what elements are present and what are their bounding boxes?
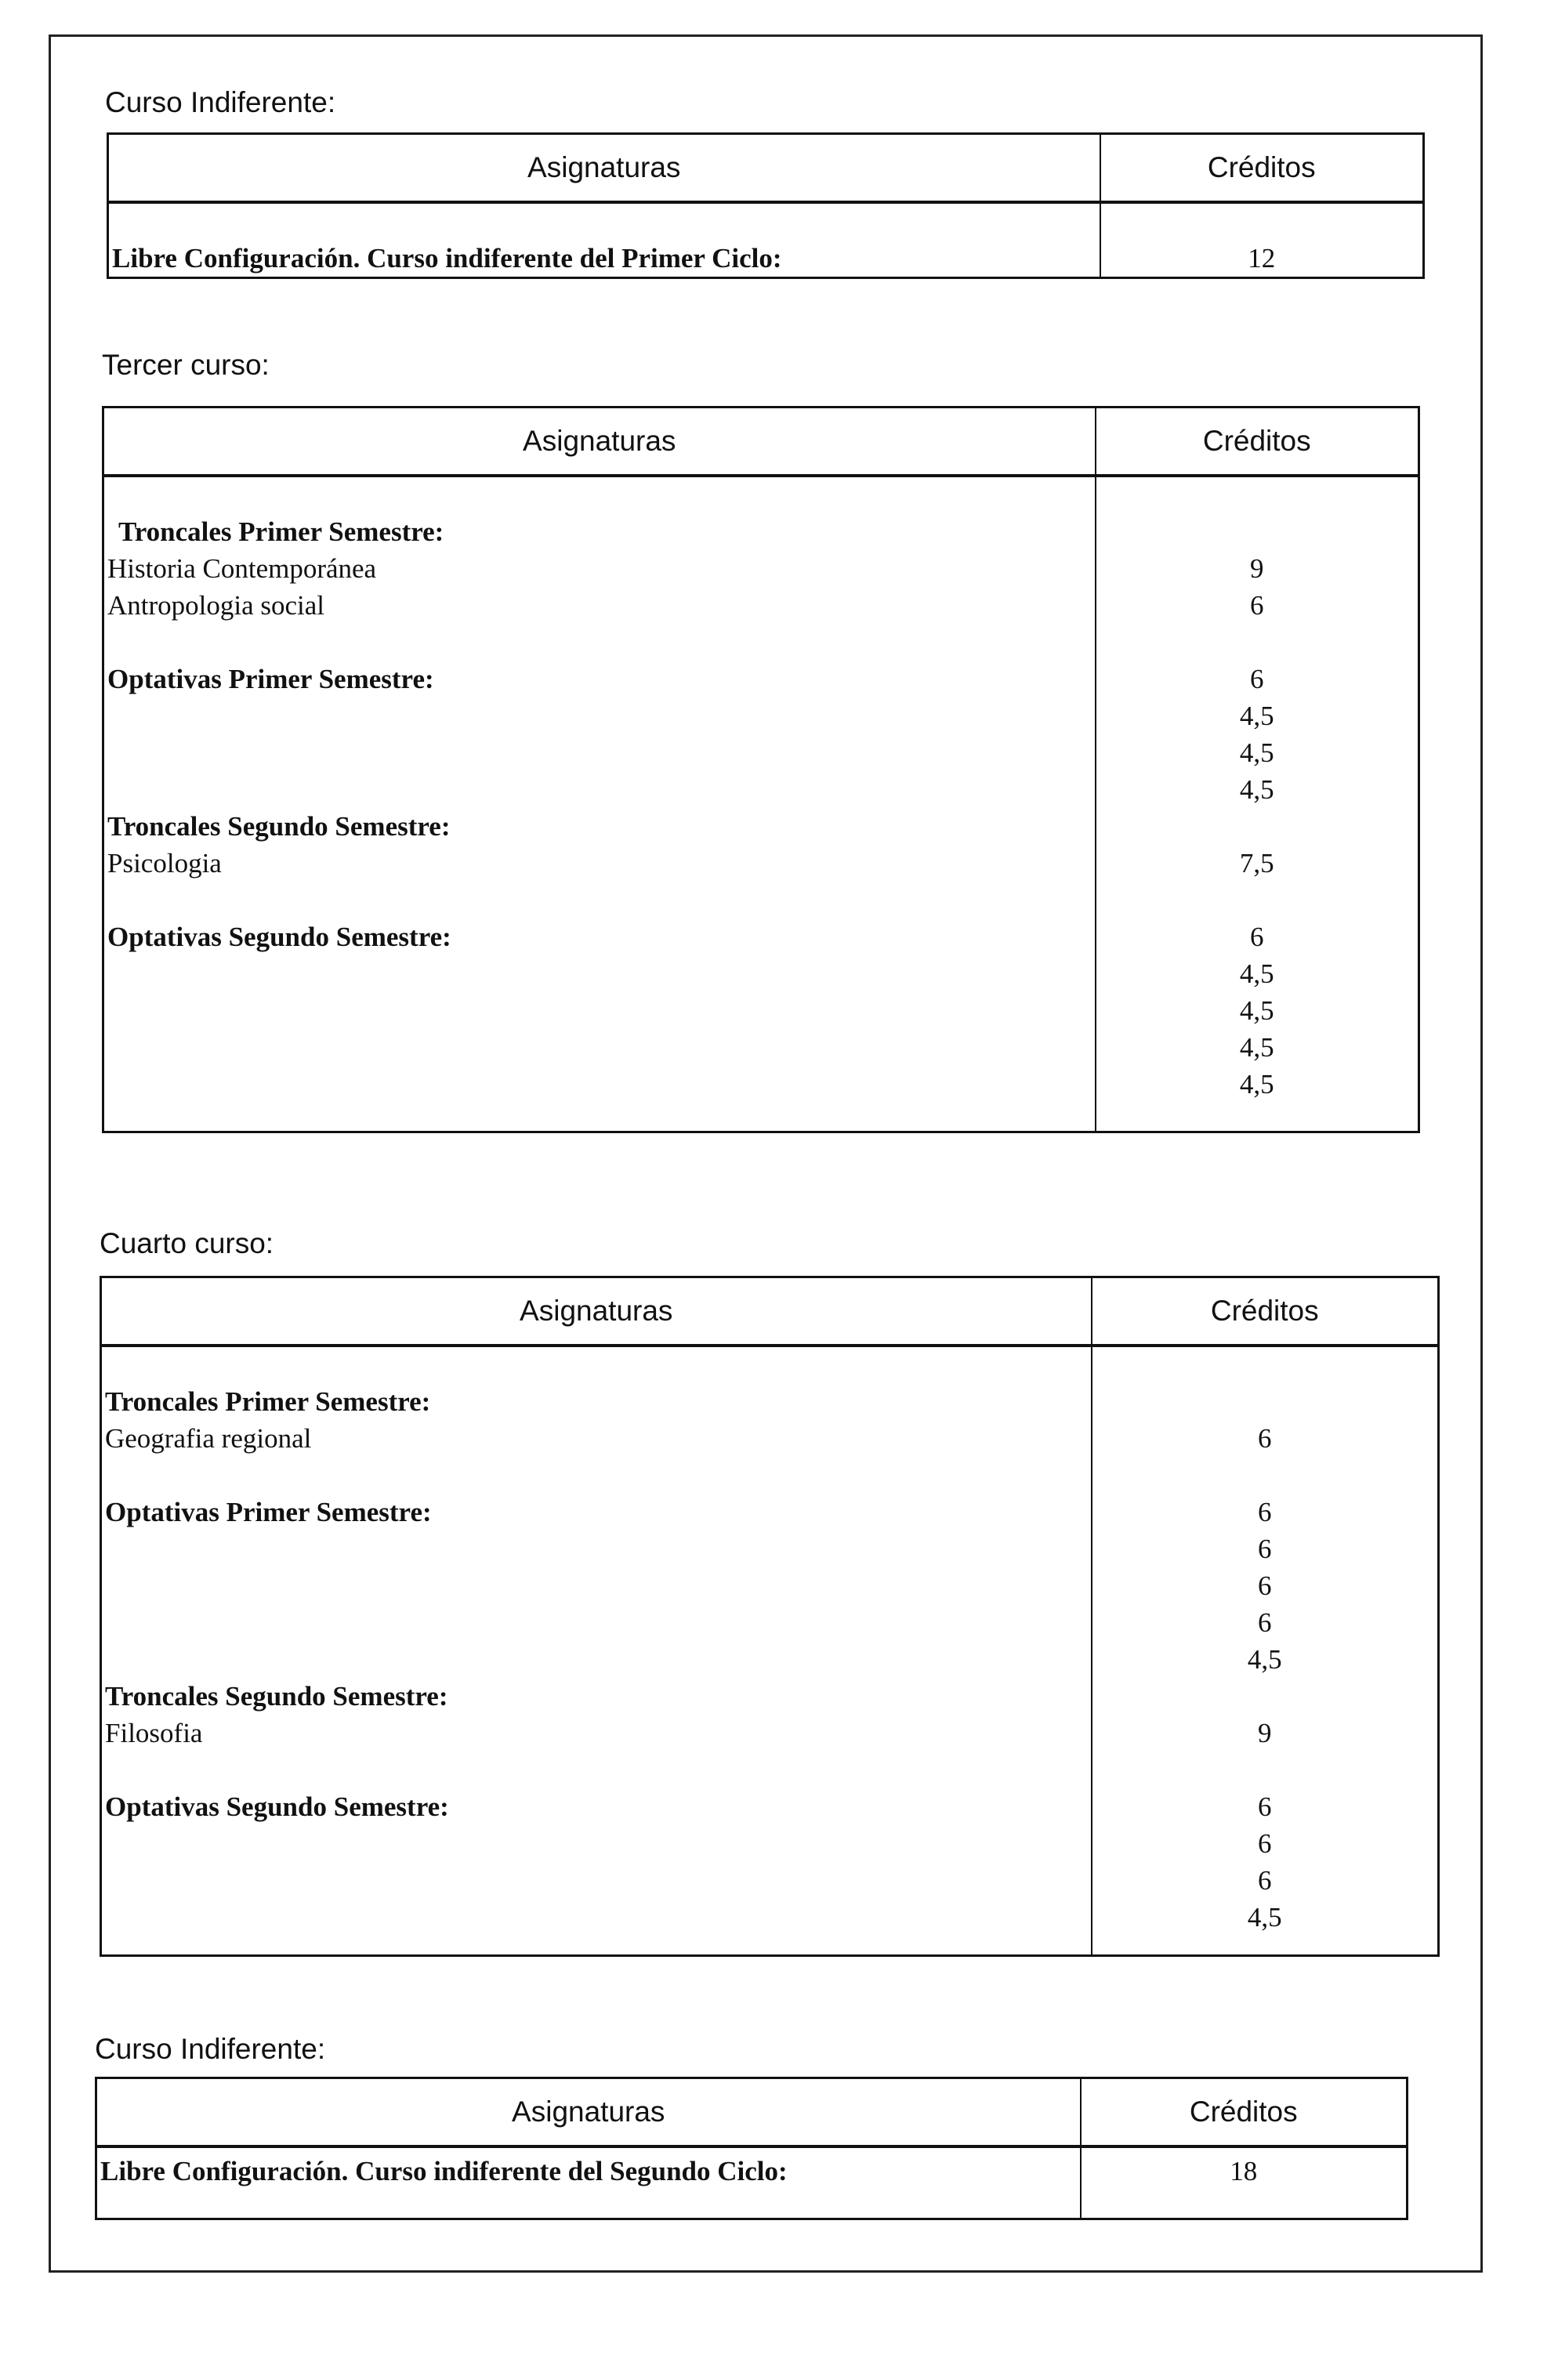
credit-value: 6	[1250, 922, 1264, 952]
credit-value	[1092, 1751, 1438, 1788]
subjects-cell	[101, 1346, 1092, 1956]
credits-cell	[1100, 202, 1424, 278]
credit-value: 4,5	[1247, 1902, 1282, 1933]
credits-cell	[1081, 2146, 1408, 2219]
subject-line: Historia Contemporánea	[107, 553, 377, 584]
spacer-line	[107, 882, 1095, 918]
subjects-cell	[96, 2146, 1081, 2219]
credit-value: 18	[1230, 2156, 1258, 2186]
credit-value: 6	[1258, 1423, 1272, 1454]
spacer-line	[105, 1457, 1091, 1494]
subject-line	[107, 955, 1095, 992]
credit-value	[1096, 624, 1419, 661]
credit-value: 4,5	[1239, 701, 1274, 731]
credit-value: 6	[1250, 590, 1264, 621]
section-caption: Tercer curso:	[102, 349, 270, 381]
subject-line: Troncales Primer Semestre:	[105, 1386, 431, 1417]
subject-line: Troncales Primer Semestre:	[118, 516, 444, 547]
subject-line: Optativas Primer Semestre:	[107, 664, 434, 694]
subject-line: Libre Configuración. Curso indiferente del Primer Ciclo:	[112, 243, 782, 274]
subjects-cell	[103, 476, 1096, 1132]
subject-line: Optativas Segundo Semestre:	[107, 922, 451, 952]
credit-value: 6	[1258, 1865, 1272, 1896]
credit-value: 4,5	[1247, 1644, 1282, 1675]
subject-line	[105, 1531, 1091, 1567]
header-asignaturas: Asignaturas	[101, 1277, 1092, 1346]
credit-value	[1092, 1383, 1438, 1420]
credits-cell	[1096, 476, 1419, 1132]
credits-table	[107, 132, 1425, 279]
credit-value: 9	[1258, 1718, 1272, 1748]
subject-line	[105, 1825, 1091, 1862]
header-creditos: Créditos	[1096, 408, 1419, 476]
credit-value	[1092, 1457, 1438, 1494]
subject-line: Troncales Segundo Semestre:	[105, 1681, 448, 1712]
subject-line	[107, 1066, 1095, 1103]
subject-line	[105, 1641, 1091, 1678]
credit-value: 4,5	[1239, 1069, 1274, 1099]
credit-value: 4,5	[1239, 995, 1274, 1026]
subject-line	[105, 1899, 1091, 1936]
credit-value: 6	[1258, 1791, 1272, 1822]
section-caption: Curso Indiferente:	[95, 2033, 326, 2065]
subject-line	[107, 771, 1095, 808]
section-caption: Cuarto curso:	[100, 1227, 274, 1259]
subject-line	[107, 734, 1095, 771]
subject-line	[107, 1029, 1095, 1066]
spacer-line	[107, 624, 1095, 661]
subject-line: Filosofia	[105, 1718, 203, 1748]
credit-value: 6	[1258, 1534, 1272, 1564]
subject-line: Psicologia	[107, 848, 222, 878]
subject-line: Libre Configuración. Curso indiferente del Segundo Ciclo:	[100, 2156, 788, 2186]
subject-line: Optativas Segundo Semestre:	[105, 1791, 449, 1822]
subject-line	[107, 697, 1095, 734]
credit-value: 4,5	[1239, 1032, 1274, 1063]
credits-table	[95, 2077, 1408, 2220]
credits-table	[100, 1276, 1440, 1957]
spacer-line	[105, 1751, 1091, 1788]
credit-value: 4,5	[1239, 737, 1274, 768]
credit-value: 6	[1258, 1607, 1272, 1638]
subject-line	[105, 1604, 1091, 1641]
subject-line: Antropologia social	[107, 590, 325, 621]
subjects-cell	[108, 202, 1100, 278]
subject-line	[105, 1567, 1091, 1604]
credit-value: 12	[1248, 243, 1276, 274]
subject-line	[107, 992, 1095, 1029]
header-creditos: Créditos	[1081, 2078, 1408, 2147]
credit-value	[1096, 513, 1419, 550]
credit-value: 6	[1258, 1570, 1272, 1601]
credit-value: 4,5	[1239, 774, 1274, 805]
credits-cell	[1092, 1346, 1439, 1956]
credit-value	[1092, 1678, 1438, 1715]
credit-value: 6	[1250, 664, 1264, 694]
header-asignaturas: Asignaturas	[103, 408, 1096, 476]
subject-line	[105, 1862, 1091, 1899]
header-creditos: Créditos	[1100, 134, 1424, 203]
subject-line: Geografia regional	[105, 1423, 312, 1454]
credit-value: 6	[1258, 1497, 1272, 1527]
credits-table	[102, 406, 1420, 1133]
credit-value: 4,5	[1239, 958, 1274, 989]
header-asignaturas: Asignaturas	[108, 134, 1100, 203]
credit-value: 9	[1250, 553, 1264, 584]
header-asignaturas: Asignaturas	[96, 2078, 1081, 2147]
subject-line: Troncales Segundo Semestre:	[107, 811, 451, 842]
credit-value	[1096, 808, 1419, 845]
credit-value: 6	[1258, 1828, 1272, 1859]
credit-value: 7,5	[1239, 848, 1274, 878]
subject-line: Optativas Primer Semestre:	[105, 1497, 432, 1527]
credit-value	[1096, 882, 1419, 918]
section-caption: Curso Indiferente:	[105, 86, 336, 118]
header-creditos: Créditos	[1092, 1277, 1439, 1346]
